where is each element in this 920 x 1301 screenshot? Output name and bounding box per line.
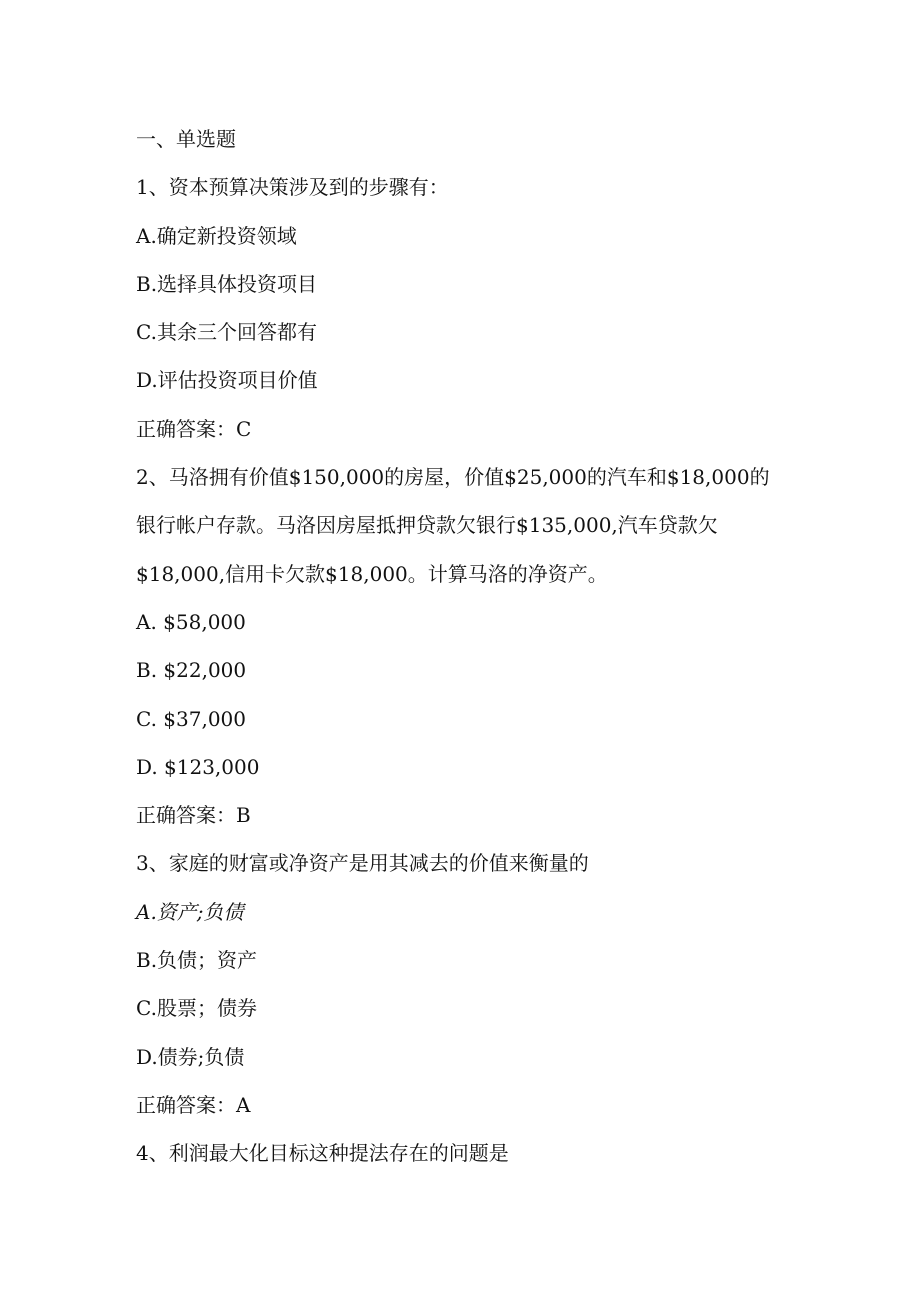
question-1-option-c: C.其余三个回答都有	[136, 320, 317, 345]
question-1-option-b: B.选择具体投资项目	[136, 271, 318, 296]
question-2-stem-line-3: $18,000,信用卡欠款$18,000。计算马洛的净资产。	[136, 561, 608, 586]
question-3-option-d: D.债券;负债	[136, 1044, 245, 1069]
question-2-stem-line-1: 2、马洛拥有价值$150,000的房屋，价值$25,000的汽车和$18,000的	[136, 465, 770, 490]
question-4-stem: 4、利润最大化目标这种提法存在的问题是	[136, 1141, 509, 1166]
document-content	[136, 115, 836, 1178]
question-2-option-a: A. $58,000	[136, 609, 246, 634]
question-2-option-b: B. $22,000	[136, 658, 247, 683]
question-3-option-a: A.资产;负债	[136, 899, 244, 924]
question-3-option-b: B.负债；资产	[136, 948, 258, 973]
question-2-option-d: D. $123,000	[136, 754, 260, 779]
question-2-stem-line-2: 银行帐户存款。马洛因房屋抵押贷款欠银行$135,000,汽车贷款欠	[136, 513, 718, 538]
question-2-option-c: C. $37,000	[136, 706, 247, 731]
question-1-answer: 正确答案：C	[136, 416, 252, 441]
question-2-answer: 正确答案：B	[136, 803, 251, 828]
question-3-answer: 正确答案：A	[136, 1092, 251, 1117]
question-1-option-a: A.确定新投资领域	[136, 223, 297, 248]
question-3-option-c: C.股票；债券	[136, 996, 257, 1021]
section-title: 一、单选题	[136, 127, 236, 151]
question-1-stem: 1、资本预算决策涉及到的步骤有：	[136, 175, 449, 200]
question-1-option-d: D.评估投资项目价值	[136, 368, 318, 393]
question-3-stem: 3、家庭的财富或净资产是用其减去的价值来衡量的	[136, 851, 589, 876]
